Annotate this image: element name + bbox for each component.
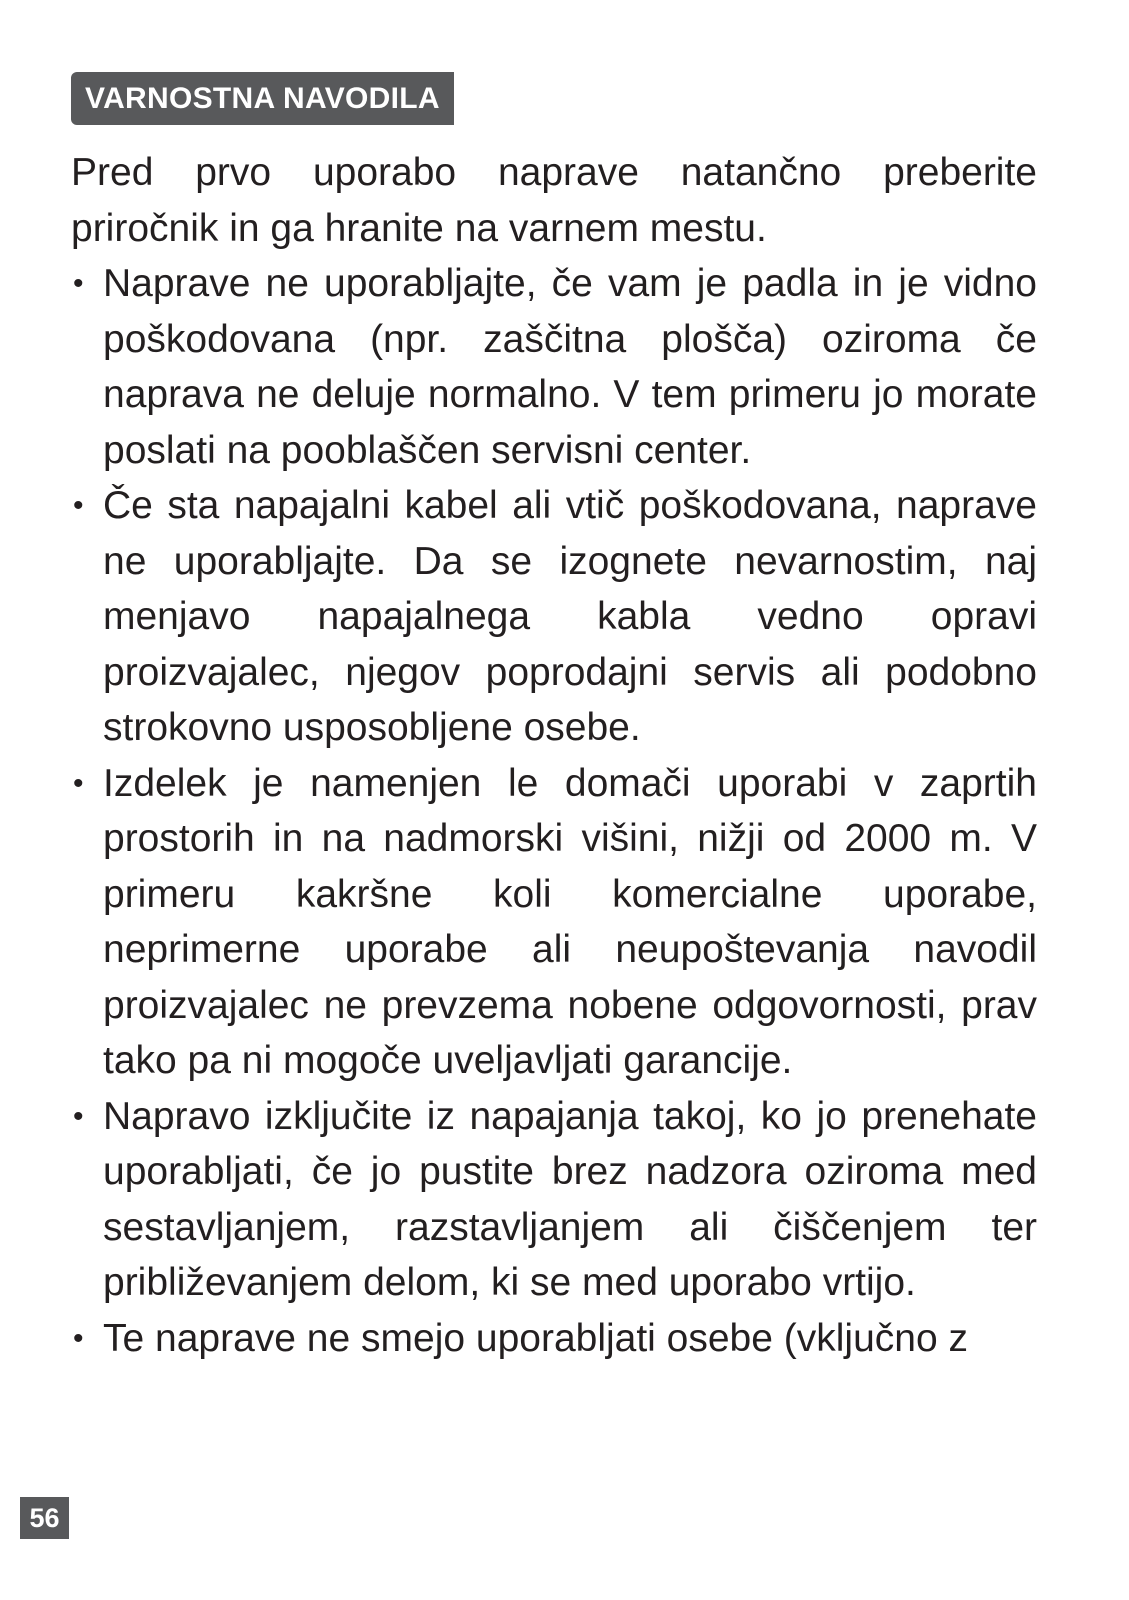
page-number: 56 xyxy=(20,1497,69,1539)
list-item xyxy=(71,1311,1037,1367)
bullet-icon: • xyxy=(73,267,84,300)
list-item-text: Naprave ne uporabljajte, če vam je padla in je vidno poškodovana (npr. zaščitna plošča) oziroma če naprava ne deluje normalno. V tem primeru jo morate poslati na pooblaščen servisni center. xyxy=(103,262,1037,472)
section-heading: VARNOSTNA NAVODILA xyxy=(71,72,454,125)
list-item xyxy=(71,756,1037,1089)
bullet-icon: • xyxy=(73,489,84,522)
list-item-text: Izdelek je namenjen le domači uporabi v zaprtih prostorih in na nadmorski višini, nižji od 2000 m. V primeru kakršne koli komercialne uporabe, neprimerne uporabe ali neupoštevanja navodil proizvajalec ne prevzema nobene odgovornosti, prav tako pa ni mogoče uveljavljati garancije. xyxy=(103,761,1037,1082)
document-body xyxy=(71,145,1037,1366)
list-item xyxy=(71,1089,1037,1311)
bullet-icon: • xyxy=(73,766,84,800)
list-item xyxy=(71,256,1037,478)
list-item-text: Napravo izključite iz napajanja takoj, ko jo prenehate uporabljati, če jo pustite brez nadzora oziroma med sestavljanjem, razstavljanjem ali čiščenjem ter približevanjem delom, ki se med uporabo vrtijo. xyxy=(103,1094,1037,1304)
list-item-text: Te naprave ne smejo uporabljati osebe (vključno z xyxy=(103,1316,968,1360)
safety-instructions-list xyxy=(71,256,1037,1366)
list-item-text: Če sta napajalni kabel ali vtič poškodovana, naprave ne uporabljajte. Da se izognete nevarnostim, naj menjavo napajalnega kabla vedno opravi proizvajalec, njegov poprodajni servis ali podobno strokovno usposobljene osebe. xyxy=(103,484,1037,749)
bullet-icon: • xyxy=(73,1321,84,1355)
intro-paragraph: Pred prvo uporabo naprave natančno preberite priročnik in ga hranite na varnem mestu. xyxy=(71,151,1037,250)
bullet-icon: • xyxy=(73,1099,84,1133)
list-item xyxy=(71,478,1037,756)
